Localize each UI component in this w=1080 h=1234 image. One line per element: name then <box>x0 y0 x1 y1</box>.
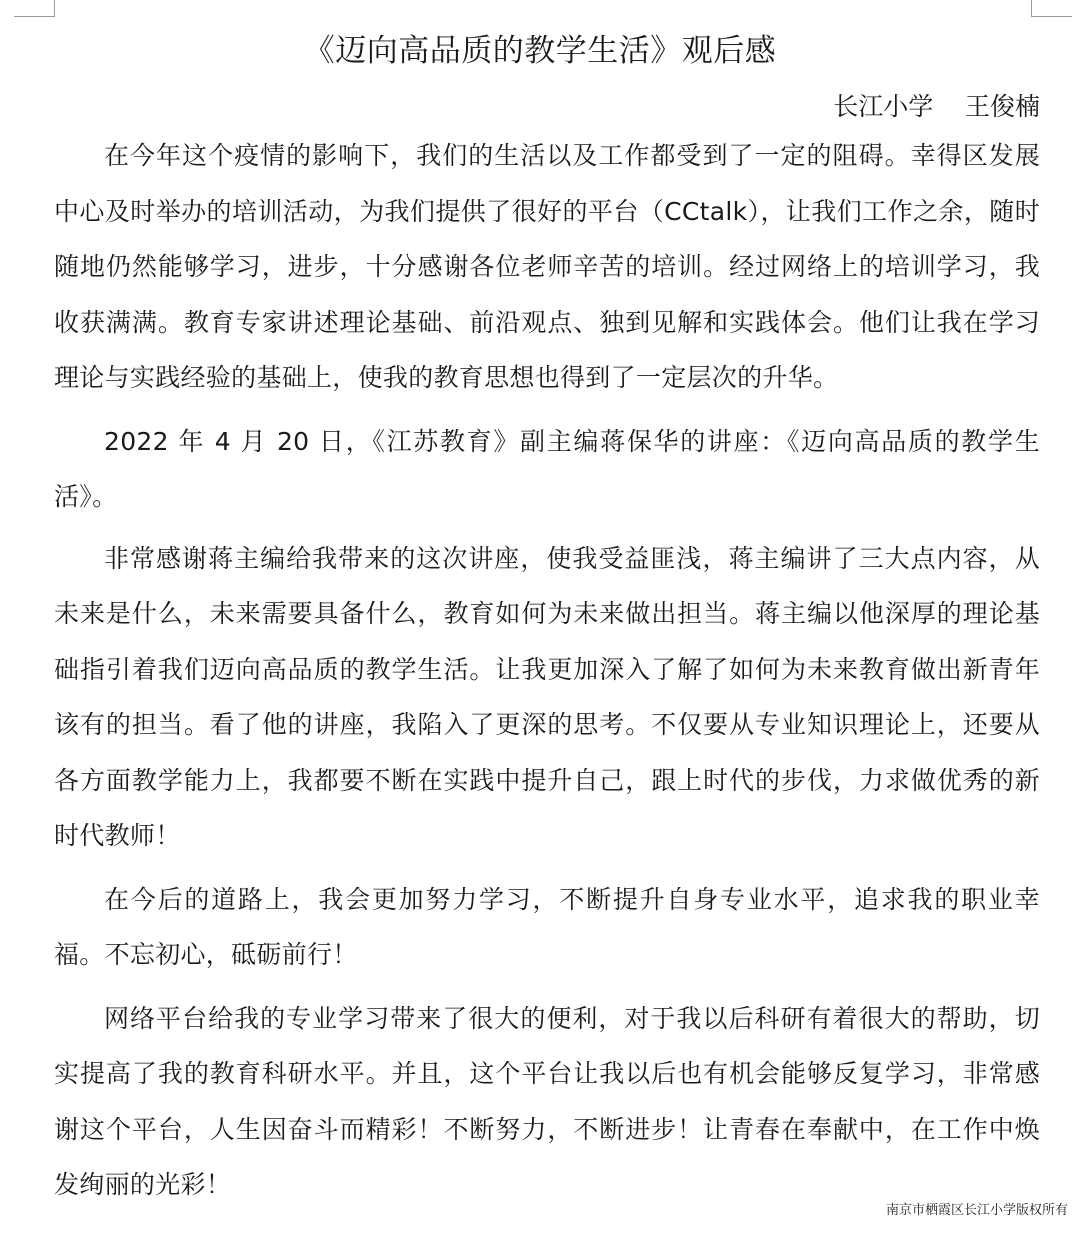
crop-mark-top-left <box>14 0 55 17</box>
paragraph-platform-thanks: 网络平台给我的专业学习带来了很大的便利，对于我以后科研有着很大的帮助，切实提高了我的教育科研水平。并且，这个平台让我以后也有机会能够反复学习，非常感谢这个平台，人生因奋斗而精彩！不断努力，不断进步！让青春在奉献中，在工作中焕发绚丽的光彩！ <box>54 1003 1040 1199</box>
paragraph-intro: 在今年这个疫情的影响下，我们的生活以及工作都受到了一定的阻碍。幸得区发展中心及时举办的培训活动，为我们提供了很好的平台（CCtalk），让我们工作之余，随时随地仍然能够学习，进步，十分感谢各位老师辛苦的培训。经过网络上的培训学习，我收获满满。教育专家讲述理论基础、前沿观点、独到见解和实践体会。他们让我在学习理论与实践经验的基础上，使我的教育思想也得到了一定层次的升华。 <box>54 141 1040 392</box>
paragraph-lecture-reflection: 非常感谢蒋主编给我带来的这次讲座，使我受益匪浅，蒋主编讲了三大点内容，从未来是什么，未来需要具备什么，教育如何为未来做出担当。蒋主编以他深厚的理论基础指引着我们迈向高品质的教学生活。让我更加深入了解了如何为未来教育做出新青年该有的担当。看了他的讲座，我陷入了更深的思考。不仅要从专业知识理论上，还要从各方面教学能力上，我都要不断在实践中提升自己，跟上时代的步伐，力求做优秀的新时代教师！ <box>54 543 1040 850</box>
copyright-footer: 南京市栖霞区长江小学版权所有 <box>885 1203 1068 1218</box>
paragraph-lecture-info: 2022 年 4 月 20 日，《江苏教育》副主编蒋保华的讲座：《迈向高品质的教学生活》。 <box>54 426 1040 511</box>
author-byline: 长江小学 王俊楠 <box>833 92 1040 121</box>
paragraph-future-commitment: 在今后的道路上，我会更加努力学习，不断提升自身专业水平，追求我的职业幸福。不忘初心，砥砺前行！ <box>54 884 1040 969</box>
crop-mark-top-right <box>1031 0 1072 17</box>
document-title: 《迈向高品质的教学生活》观后感 <box>303 33 777 69</box>
document-body <box>54 128 1040 1221</box>
